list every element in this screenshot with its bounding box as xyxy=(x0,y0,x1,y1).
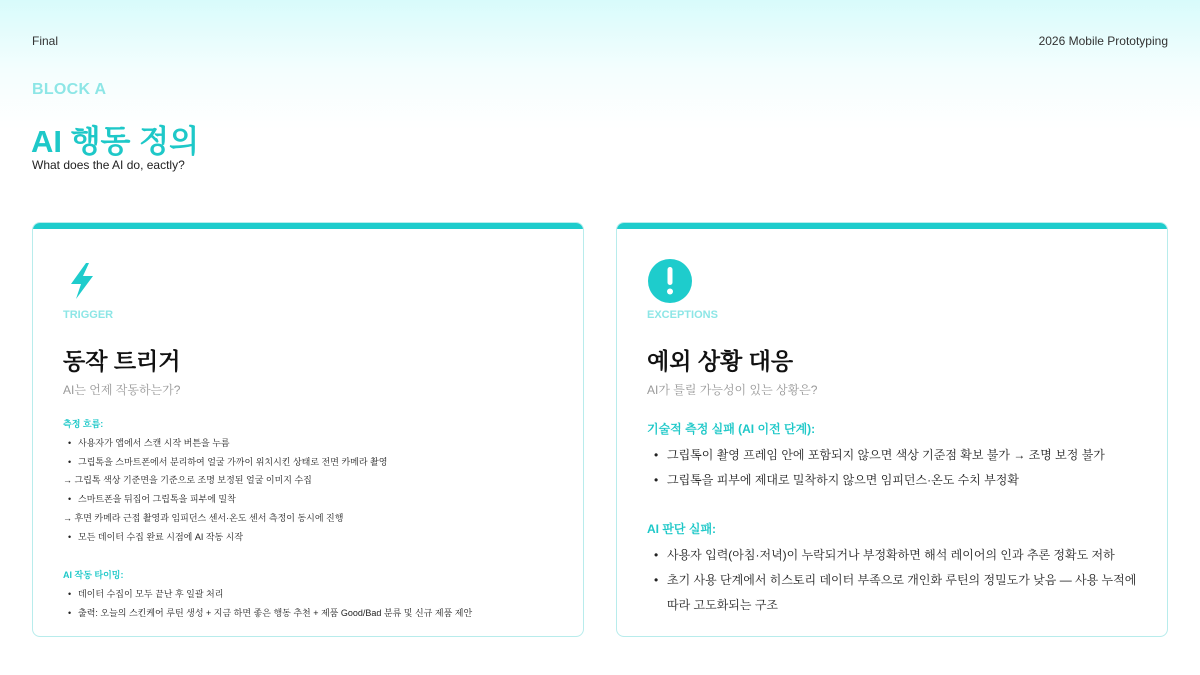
card-title: 동작 트리거 xyxy=(63,348,181,374)
card-question: AI는 언제 작동하는가? xyxy=(63,383,181,397)
card-title: 예외 상황 대응 xyxy=(647,348,794,374)
measurement-flow-section xyxy=(63,417,559,546)
list-item: • 초기 사용 단계에서 히스토리 데이터 부족으로 개인화 루틴의 정밀도가 낮음 — 사용 누적에 따라 고도화되는 구조 xyxy=(647,568,1143,618)
list-item: → 후면 카메라 근접 촬영과 임피던스 센서·온도 센서 측정이 동시에 진행 xyxy=(63,512,344,523)
card-label: TRIGGER xyxy=(63,309,114,321)
lightning-bolt-icon xyxy=(63,261,109,301)
course-label: 2026 Mobile Prototyping xyxy=(1038,34,1168,48)
section-heading: 기술적 측정 실패 (AI 이전 단계): xyxy=(647,422,816,436)
trigger-card xyxy=(32,222,584,637)
page-subtitle: What does the AI do, eactly? xyxy=(32,158,185,172)
list-item: • 데이터 수집이 모두 끝난 후 일괄 처리 xyxy=(63,585,559,604)
card-label: EXCEPTIONS xyxy=(647,309,718,321)
ai-timing-section xyxy=(63,568,559,622)
list-item: • 스마트폰을 뒤집어 그립톡을 피부에 밀착 xyxy=(63,490,559,509)
list-item: • 그립톡을 스마트폰에서 분리하여 얼굴 가까이 위치시킨 상태로 전면 카메라 촬영 xyxy=(63,453,559,472)
exclamation-circle-icon xyxy=(647,258,693,304)
section-heading: AI 작동 타이밍: xyxy=(63,570,124,580)
list-item: • 사용자가 앱에서 스캔 시작 버튼을 누름 xyxy=(63,434,559,453)
section-heading: 측정 흐름: xyxy=(63,419,104,429)
technical-failure-section xyxy=(647,420,1143,493)
list-item: • 출력: 오늘의 스킨케어 루틴 생성 + 지금 하면 좋은 행동 추천 + 제품 Good/Bad 분류 및 신규 제품 제안 xyxy=(63,604,559,623)
list-item: • 그립톡을 피부에 제대로 밀착하지 않으면 임피던스·온도 수치 부정확 xyxy=(647,468,1143,493)
exceptions-card xyxy=(616,222,1168,637)
block-label: BLOCK A xyxy=(32,81,107,98)
list-item: • 사용자 입력(아침·저녁)이 누락되거나 부정확하면 해석 레이어의 인과 추론 정확도 저하 xyxy=(647,543,1143,568)
list-item: → 그립톡 색상 기준면을 기준으로 조명 보정된 얼굴 이미지 수집 xyxy=(63,475,312,486)
list-item: • 그립톡이 촬영 프레임 안에 포함되지 않으면 색상 기준점 확보 불가 → 조명 보정 불가 xyxy=(647,443,1143,468)
page-title: AI 행동 정의 xyxy=(31,124,200,159)
list-item: • 모든 데이터 수집 완료 시점에 AI 작동 시작 xyxy=(63,528,559,547)
ai-judgment-failure-section xyxy=(647,520,1143,618)
section-heading: AI 판단 실패: xyxy=(647,522,717,536)
footer-label-final: Final xyxy=(32,34,59,48)
card-question: AI가 틀릴 가능성이 있는 상황은? xyxy=(647,383,818,397)
